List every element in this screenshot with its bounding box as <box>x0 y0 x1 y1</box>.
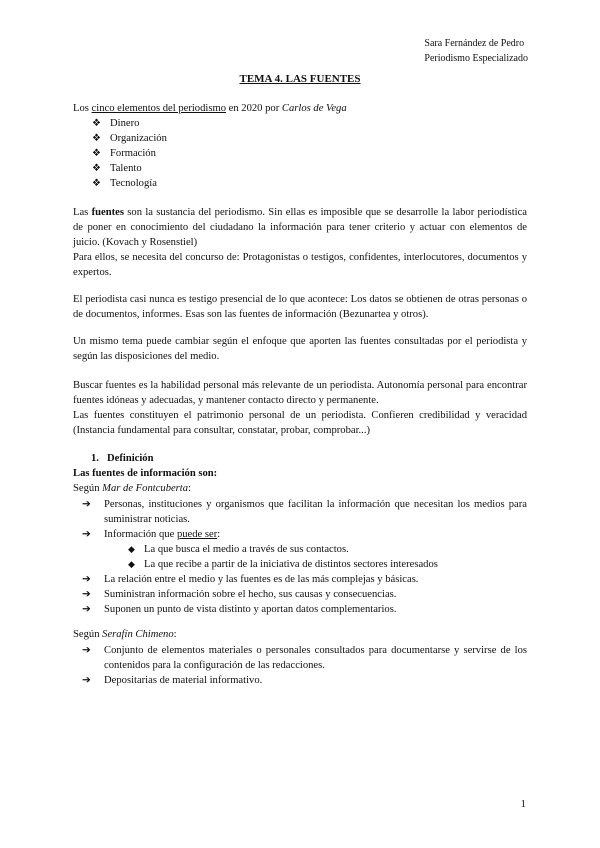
list-item: ➔ Personas, instituciones y organismos que facilitan la información que necesitan los medios para suministrar noticias. <box>82 499 527 525</box>
fontcuberta-author: Mar de Fontcuberta <box>102 483 189 494</box>
list-item: ➔ La relación entre el medio y las fuentes es de las más complejas y básicas. <box>82 574 419 585</box>
section-heading <box>73 451 527 466</box>
bullet-icon: ❖ <box>92 118 101 129</box>
page-number: 1 <box>520 798 526 810</box>
arrow-icon: ➔ <box>82 675 91 686</box>
arrow-icon: ➔ <box>82 499 91 510</box>
bullet-icon: ❖ <box>92 148 101 159</box>
elements-list <box>92 116 167 191</box>
bullet-icon: ❖ <box>92 163 101 174</box>
list-item: ❖ Formación <box>92 148 156 159</box>
arrow-icon: ➔ <box>82 529 91 540</box>
sub-list <box>82 542 527 572</box>
subheading: Las fuentes de información son: <box>73 468 218 479</box>
list-item: ❖ Tecnología <box>92 178 157 189</box>
list-item: ➔ Conjunto de elementos materiales o personales consultados para documentarse y servirse de los contenidos para la configuración de las redacciones. <box>82 645 527 671</box>
paragraph-habilidad: Buscar fuentes es la habilidad personal más relevante de un periodista. Autonomía personal para encontrar fuentes idóneas y adecuadas, y mantener contacto directo y permanente. <box>73 380 527 406</box>
arrow-icon: ➔ <box>82 574 91 585</box>
list-item: ➔ Información que puede ser: <box>82 529 221 540</box>
page-title: TEMA 4. LAS FUENTES <box>239 73 361 85</box>
paragraph-testigo: El periodista casi nunca es testigo presencial de lo que acontece: Los datos se obtienen de otras personas o de documentos, informes. Esas son las fuentes de información (Bezunartea y otros). <box>73 294 527 320</box>
paragraph-concurso: Para ellos, se necesita del concurso de: Protagonistas o testigos, confidentes, interlocutores, documentos y expertos. <box>73 252 527 278</box>
arrow-icon: ➔ <box>82 604 91 615</box>
header-author: Sara Fernández de Pedro <box>424 38 525 49</box>
header-course: Periodismo Especializado <box>424 53 528 64</box>
sub-item: ◆ La que busca el medio a través de sus contactos. <box>128 544 349 555</box>
paragraph-fuentes: Las fuentes son la sustancia del periodismo. Sin ellas es imposible que se desarrolle la labor periodística de poner en conocimiento del ciudadano la información para tener criterio y actuar con elementos de juicio. (Kovach y Rosenstiel) <box>73 207 527 248</box>
page-header <box>424 36 528 66</box>
list-item: ❖ Organización <box>92 133 167 144</box>
diamond-icon: ◆ <box>128 544 135 554</box>
intro-underlined: cinco elementos del periodismo <box>91 103 226 114</box>
list-item: ➔ Depositarias de material informativo. <box>82 675 263 686</box>
paragraph-enfoque: Un mismo tema puede cambiar según el enfoque que aporten las fuentes consultadas por el periodista y según las disposiciones del medio. <box>73 336 527 362</box>
intro-author: Carlos de Vega <box>281 103 347 114</box>
list-item: ❖ Dinero <box>92 118 140 129</box>
intro-prefix: Los <box>73 103 92 114</box>
list-item: ➔ Suponen un punto de vista distinto y aportan datos complementarios. <box>82 604 397 615</box>
bold-term: fuentes <box>91 207 124 218</box>
chimeno-label: Según Serafín Chimeno: <box>73 629 177 640</box>
list-item: ❖ Talento <box>92 163 142 174</box>
diamond-icon: ◆ <box>128 559 135 569</box>
section-number: 1. <box>91 453 99 464</box>
section-title: Definición <box>107 453 154 464</box>
bullet-icon: ❖ <box>92 178 101 189</box>
arrow-icon: ➔ <box>82 645 91 656</box>
paragraph-patrimonio: Las fuentes constituyen el patrimonio personal de un periodista. Confieren credibilidad y veracidad (Instancia fundamental para consultar, constatar, probar, comprobar...) <box>73 410 527 436</box>
arrow-icon: ➔ <box>82 589 91 600</box>
chimeno-list <box>82 643 527 688</box>
chimeno-author: Serafín Chimeno <box>102 629 174 640</box>
sub-item: ◆ La que recibe a partir de la iniciativa de distintos sectores interesados <box>128 559 438 570</box>
intro-line <box>73 101 527 116</box>
intro-middle: en 2020 por <box>226 103 282 114</box>
bullet-icon: ❖ <box>92 133 101 144</box>
fontcuberta-list <box>82 497 527 617</box>
list-item: ➔ Suministran información sobre el hecho, sus causas y consecuencias. <box>82 589 397 600</box>
fontcuberta-label: Según Mar de Fontcuberta: <box>73 483 192 494</box>
